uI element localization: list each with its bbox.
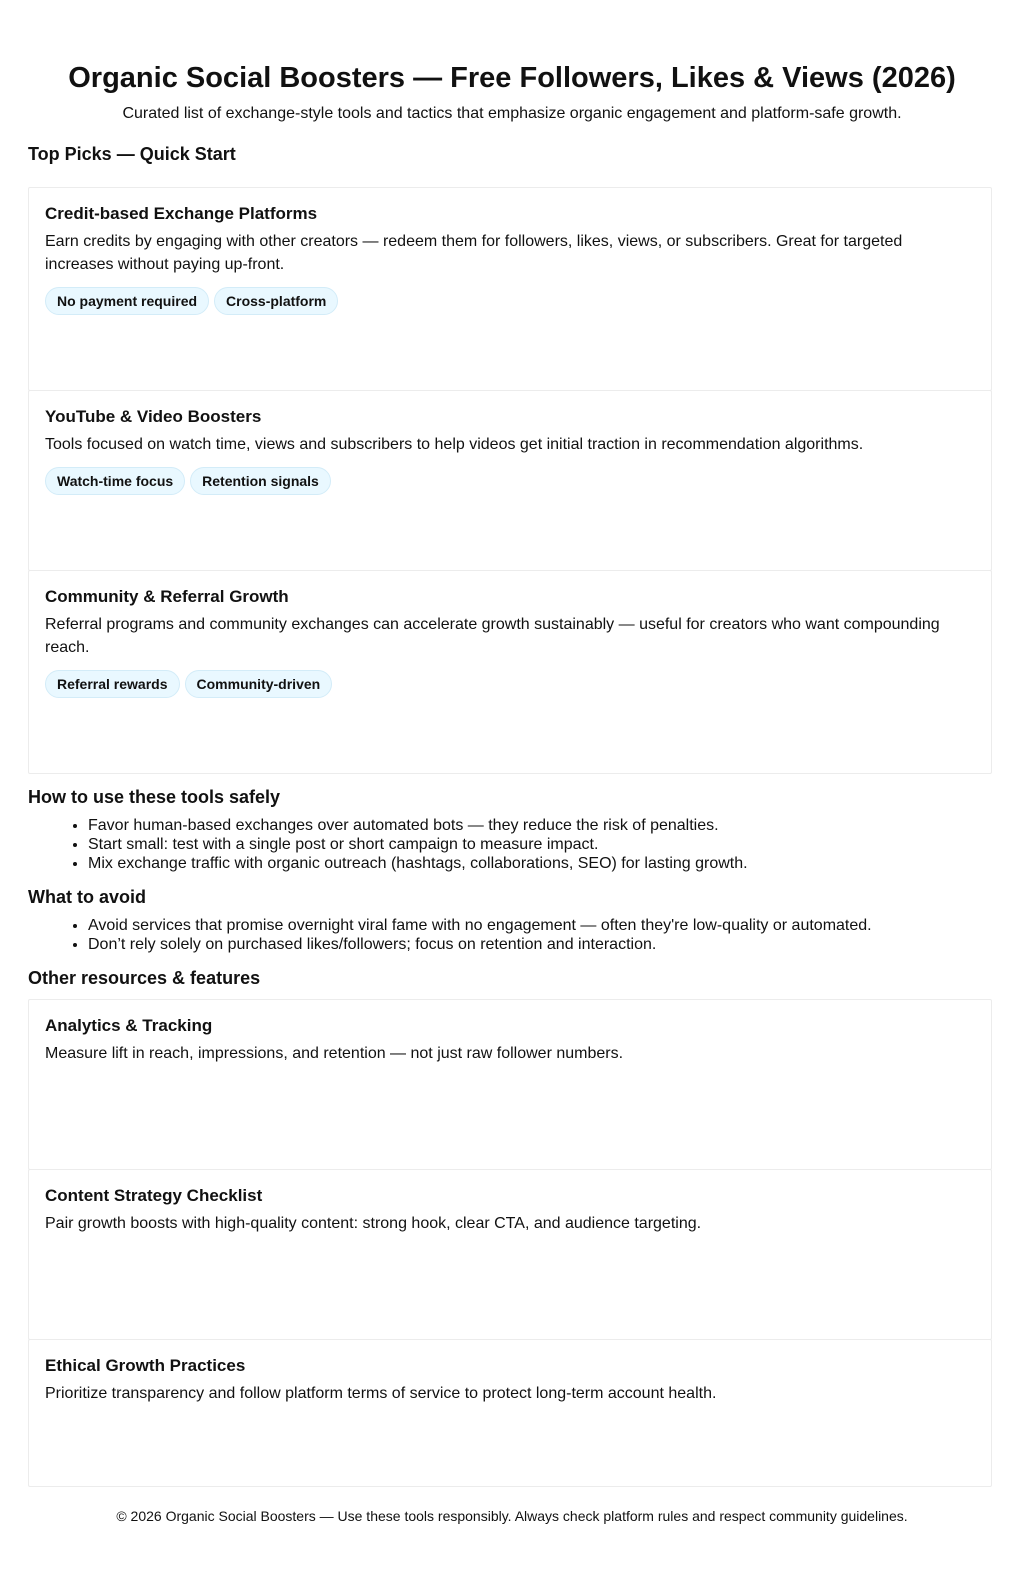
card-description: Earn credits by engaging with other creators — redeem them for followers, likes, views, or subscribers. Great for targeted increases without paying up-front.: [45, 233, 903, 273]
card-title: Credit-based Exchange Platforms: [45, 204, 318, 223]
safety-list: [28, 816, 988, 873]
list-item: • Favor human-based exchanges over automated bots — they reduce the risk of penalties.: [88, 816, 988, 835]
tag-list: [45, 670, 975, 698]
section-heading-resources: Other resources & features: [28, 968, 261, 988]
card-title: Community & Referral Growth: [45, 587, 289, 606]
card-description: Tools focused on watch time, views and subscribers to help videos get initial traction in recommendation algorithms.: [45, 436, 864, 453]
avoid-list: [28, 916, 988, 954]
card-title: Content Strategy Checklist: [45, 1186, 263, 1205]
list-item: • Start small: test with a single post or short campaign to measure impact.: [88, 835, 988, 854]
tag-cross-platform: Cross-platform: [214, 287, 338, 315]
card-analytics-tracking: [28, 999, 992, 1170]
list-item: • Mix exchange traffic with organic outreach (hashtags, collaborations, SEO) for lasting growth.: [88, 854, 988, 873]
footer-text: © 2026 Organic Social Boosters — Use these tools responsibly. Always check platform rules and respect community guidelines.: [116, 1508, 908, 1524]
section-heading-top-picks: Top Picks — Quick Start: [28, 144, 236, 164]
card-content-strategy: [28, 1169, 992, 1340]
tag-list: [45, 287, 975, 315]
card-youtube-boosters: [28, 390, 992, 571]
page-subtitle: Curated list of exchange-style tools and tactics that emphasize organic engagement and platform-safe growth.: [122, 105, 902, 122]
card-description: Measure lift in reach, impressions, and retention — not just raw follower numbers.: [45, 1045, 624, 1062]
card-community-referral: [28, 570, 992, 774]
tag-no-payment: No payment required: [45, 287, 209, 315]
card-title: Ethical Growth Practices: [45, 1356, 246, 1375]
card-ethical-growth: [28, 1339, 992, 1487]
tag-community-driven: Community-driven: [185, 670, 333, 698]
tag-list: [45, 467, 975, 495]
section-heading-safety: How to use these tools safely: [28, 787, 281, 807]
card-title: Analytics & Tracking: [45, 1016, 213, 1035]
card-description: Pair growth boosts with high-quality content: strong hook, clear CTA, and audience targeting.: [45, 1215, 702, 1232]
list-item: • Avoid services that promise overnight viral fame with no engagement — often they're low-quality or automated.: [88, 916, 988, 935]
card-description: Prioritize transparency and follow platform terms of service to protect long-term account health.: [45, 1385, 717, 1402]
card-credit-exchange: [28, 187, 992, 391]
page-title: Organic Social Boosters — Free Followers, Likes & Views (2026): [68, 62, 956, 94]
list-item: • Don’t rely solely on purchased likes/followers; focus on retention and interaction.: [88, 935, 988, 954]
tag-referral-rewards: Referral rewards: [45, 670, 180, 698]
card-title: YouTube & Video Boosters: [45, 407, 262, 426]
tag-retention-signals: Retention signals: [190, 467, 331, 495]
card-description: Referral programs and community exchanges can accelerate growth sustainably — useful for creators who want compounding reach.: [45, 616, 940, 656]
tag-watch-time: Watch-time focus: [45, 467, 185, 495]
section-heading-avoid: What to avoid: [28, 887, 146, 907]
